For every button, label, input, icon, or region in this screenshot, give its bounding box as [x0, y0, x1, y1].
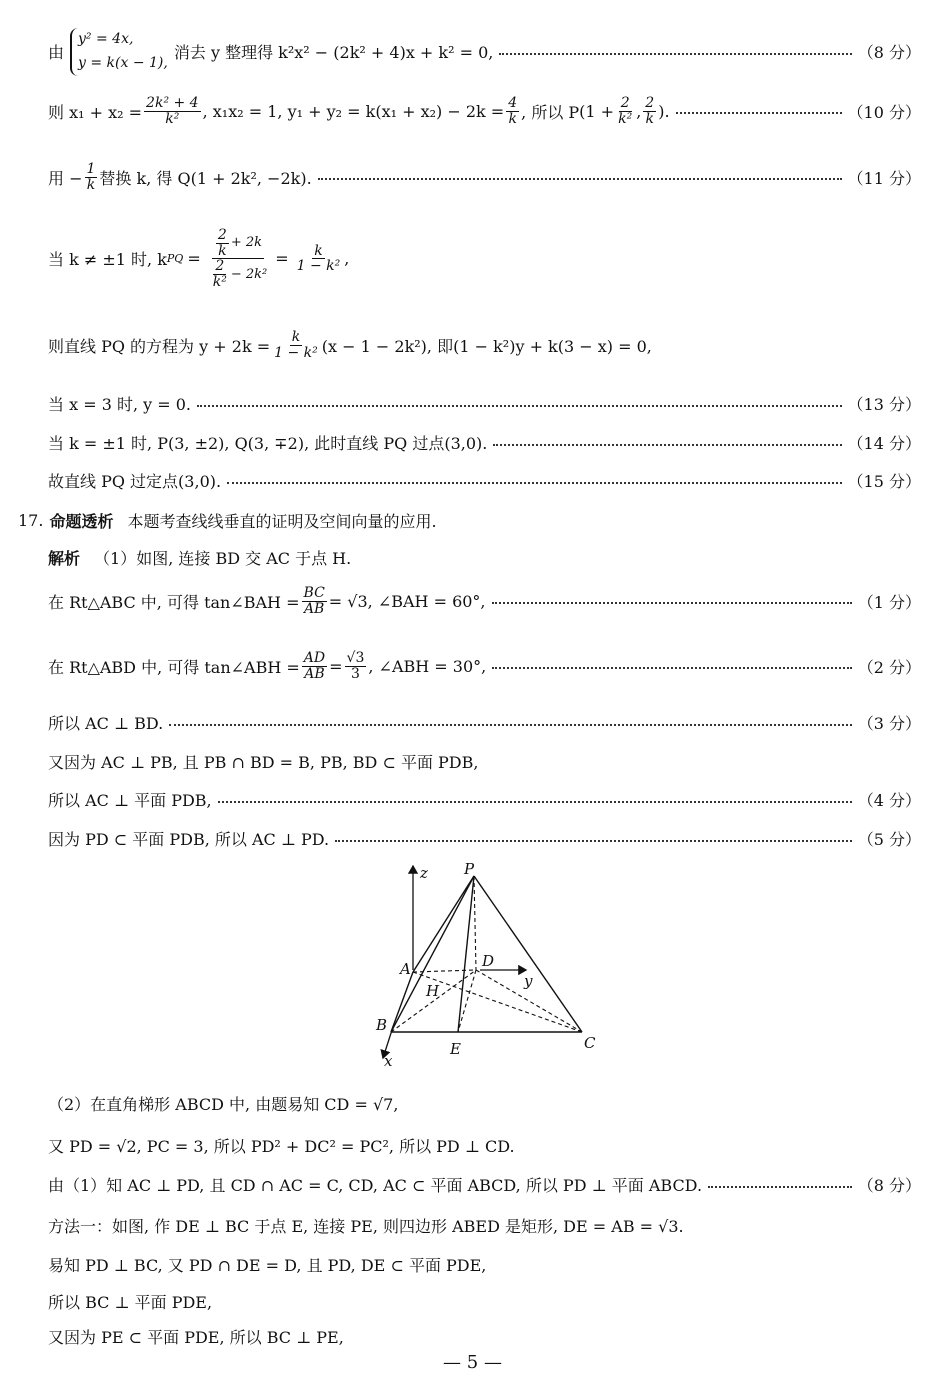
- text: 又 PD = √2, PC = 3, 所以 PD² + DC² = PC², 所以 PD ⊥ CD.: [48, 1137, 515, 1156]
- denominator: k²: [165, 110, 180, 127]
- numerator: [212, 228, 264, 259]
- line-18: [48, 1134, 921, 1157]
- fraction: [211, 259, 229, 289]
- text: 本题考查线线垂直的证明及空间向量的应用.: [127, 512, 437, 531]
- edge-AD: [413, 970, 476, 972]
- line-21: [48, 1253, 921, 1276]
- denominator: k: [508, 110, 517, 127]
- line-2: 则 x₁ + x₂ = $\frac{\text{2k² + 4}}{\text{k²}}$ , x₁x₂ = 1, y₁ + y₂ = k(x₁ + x₂) − 2k = $\frac{4}{k}$ , 所以 P (1 + $\frac{2}{\text{k²}}$ , $\frac{2}{k}$ ). （10 分）: [48, 95, 921, 127]
- score: （1 分）: [857, 592, 921, 612]
- compound-fraction: [207, 228, 270, 290]
- line-15: [48, 788, 921, 811]
- text: 又因为 PE ⊂ 平面 PDE, 所以 BC ⊥ PE,: [48, 1328, 344, 1347]
- score: （8 分）: [857, 43, 921, 63]
- text: ).: [658, 101, 670, 121]
- page-number: — 5 —: [443, 1352, 502, 1373]
- line-1: [48, 28, 921, 76]
- line-8: [48, 469, 921, 492]
- text: 所以 AC ⊥ 平面 PDB,: [48, 791, 212, 810]
- text: , x₁x₂ = 1, y₁ + y₂ = k(x₁ + x₂) − 2k =: [202, 101, 505, 121]
- text: （1）如图, 连接 BD 交 AC 于点 H.: [94, 549, 352, 568]
- equation-system: [70, 28, 168, 76]
- score: （14 分）: [847, 434, 921, 453]
- label-C: C: [584, 1034, 596, 1052]
- text: 方法一：如图, 作 DE ⊥ BC 于点 E, 连接 PE, 则四边形 ABED 是矩形, DE = AB = √3.: [48, 1217, 684, 1236]
- score: （10 分）: [847, 102, 921, 122]
- line-13: [48, 711, 921, 734]
- text: 由: [48, 43, 65, 63]
- edge-PB: [391, 876, 474, 1032]
- dot-leader: [493, 444, 841, 446]
- text: + 2k: [230, 235, 263, 251]
- pyramid-figure: [370, 860, 610, 1072]
- problem-17-header: [18, 509, 921, 532]
- numerator: 2: [215, 258, 225, 275]
- section-label: 解析: [48, 549, 81, 568]
- fraction: [506, 96, 519, 126]
- fraction: [295, 244, 343, 274]
- numerator: BC: [303, 585, 325, 601]
- text: 则 x₁ + x₂ =: [48, 102, 143, 122]
- line-16: [48, 827, 921, 850]
- line-20: [48, 1214, 921, 1237]
- edge-PA: [413, 876, 474, 972]
- line-19: [48, 1173, 921, 1196]
- score: （8 分）: [857, 1176, 921, 1195]
- dot-leader: [169, 724, 852, 726]
- line-17: [48, 1092, 921, 1115]
- text: (x − 1 − 2k²), 即(1 − k²)y + k(3 − x) = 0,: [321, 336, 652, 356]
- equation: y² = 4x,: [78, 31, 134, 47]
- line-23: [48, 1325, 921, 1348]
- score: （11 分）: [847, 168, 921, 188]
- line-7: [48, 431, 921, 454]
- denominator: k²: [618, 110, 633, 127]
- text: 当 k ≠ ±1 时, k: [48, 250, 167, 270]
- text: , 所以 P: [521, 102, 580, 122]
- denominator: AB: [304, 665, 325, 682]
- text: 当 x = 3 时, y = 0.: [48, 395, 192, 414]
- text: 当 k = ±1 时, P(3, ±2), Q(3, ∓2), 此时直线 PQ 过点(3,0).: [48, 434, 488, 453]
- dot-leader: [335, 840, 852, 842]
- dot-leader: [676, 112, 842, 114]
- text: 则直线 PQ 的方程为 y + 2k =: [48, 336, 271, 356]
- line-12: [48, 651, 921, 681]
- score: （3 分）: [857, 714, 921, 733]
- text: 又因为 AC ⊥ PB, 且 PB ∩ BD = B, PB, BD ⊂ 平面 PDB,: [48, 753, 479, 772]
- edge-AC: [413, 972, 582, 1032]
- label-E: E: [450, 1040, 461, 1058]
- fraction: [643, 96, 656, 126]
- label-H: H: [426, 982, 440, 1000]
- text: = √3, ∠BAH = 60°,: [328, 591, 486, 611]
- text: 用 −: [48, 168, 83, 188]
- text: ,: [344, 249, 350, 269]
- text: =: [275, 249, 289, 269]
- dot-leader: [197, 405, 842, 407]
- text: =: [329, 656, 343, 676]
- dot-leader: [218, 801, 852, 803]
- text: − 2k²: [230, 266, 268, 282]
- denominator: 3: [351, 665, 360, 682]
- text: 所以 AC ⊥ BD.: [48, 714, 164, 733]
- fraction: [144, 96, 201, 126]
- label-x: x: [384, 1052, 393, 1070]
- text: 替换 k, 得 Q(1 + 2k², −2k).: [99, 168, 312, 188]
- numerator: 2k² + 4: [146, 95, 199, 111]
- label-A: A: [400, 960, 411, 978]
- denominator: k: [645, 110, 654, 127]
- score: （15 分）: [847, 472, 921, 491]
- fraction: [302, 651, 327, 681]
- text: 因为 PD ⊂ 平面 PDB, 所以 AC ⊥ PD.: [48, 830, 330, 849]
- label-D: D: [482, 952, 495, 970]
- text: 易知 PD ⊥ BC, 又 PD ∩ DE = D, 且 PD, DE ⊂ 平面 PDE,: [48, 1256, 487, 1275]
- fraction: [616, 96, 634, 126]
- score: （4 分）: [857, 791, 921, 810]
- denominator: k²: [212, 274, 227, 291]
- denominator: 1 − k²: [274, 344, 318, 361]
- line-4: [48, 228, 921, 290]
- subscript: PQ: [166, 252, 184, 266]
- label-y: y: [524, 972, 533, 990]
- score: （13 分）: [847, 395, 921, 414]
- score: （5 分）: [857, 830, 921, 849]
- text: 在 Rt△ABD 中, 可得 tan∠ABH =: [48, 657, 300, 677]
- line-10: [48, 546, 921, 569]
- problem-number: 17.: [18, 511, 44, 530]
- line-14: [48, 750, 921, 773]
- text: , ∠ABH = 30°,: [368, 656, 487, 676]
- denominator: 1 − k²: [296, 258, 341, 275]
- edge-AB: [391, 972, 413, 1032]
- dot-leader: [492, 667, 851, 669]
- numerator: k: [291, 329, 301, 345]
- numerator: √3: [346, 650, 365, 666]
- numerator: 4: [508, 95, 518, 111]
- label-B: B: [376, 1016, 388, 1034]
- fraction: [302, 586, 327, 616]
- line-3: [48, 162, 921, 192]
- dot-leader: [708, 1186, 852, 1188]
- dot-leader: [492, 602, 852, 604]
- dot-leader: [318, 178, 842, 180]
- text: 消去 y 整理得 k²x² − (2k² + 4)x + k² = 0,: [173, 43, 494, 63]
- denominator: k: [86, 176, 96, 193]
- denominator: k: [218, 242, 227, 259]
- text: =: [187, 249, 201, 269]
- text: 所以 BC ⊥ 平面 PDE,: [48, 1293, 213, 1312]
- numerator: 1: [86, 161, 96, 177]
- score: （2 分）: [857, 657, 921, 677]
- edge-PD: [474, 876, 476, 970]
- text: (1 +: [579, 101, 615, 121]
- numerator: 2: [620, 95, 630, 111]
- section-label: 命题透析: [49, 512, 114, 531]
- fraction: [272, 330, 320, 360]
- text: 在 Rt△ABC 中, 可得 tan∠BAH =: [48, 592, 300, 612]
- text: 由（1）知 AC ⊥ PD, 且 CD ∩ AC = C, CD, AC ⊂ 平面 ABCD, 所以 PD ⊥ 平面 ABCD.: [48, 1176, 703, 1195]
- fraction: [216, 228, 229, 258]
- line-11: [48, 586, 921, 616]
- denominator: [207, 259, 270, 289]
- numerator: 2: [645, 95, 655, 111]
- fraction: [85, 162, 98, 192]
- fraction: [345, 651, 367, 681]
- label-P: P: [464, 860, 475, 878]
- line-6: [48, 392, 921, 415]
- line-5: [48, 330, 921, 360]
- equation: y = k(x − 1),: [78, 54, 168, 71]
- text: （2）在直角梯形 ABCD 中, 由题易知 CD = √7,: [48, 1095, 399, 1114]
- text: 故直线 PQ 过定点(3,0).: [48, 472, 222, 491]
- denominator: AB: [303, 600, 325, 617]
- dot-leader: [227, 482, 841, 484]
- label-z: z: [420, 864, 428, 882]
- numerator: 2: [217, 227, 227, 243]
- line-22: [48, 1290, 921, 1313]
- edge-PE: [458, 876, 474, 1032]
- numerator: AD: [303, 650, 326, 666]
- numerator: k: [314, 242, 323, 259]
- dot-leader: [499, 53, 851, 55]
